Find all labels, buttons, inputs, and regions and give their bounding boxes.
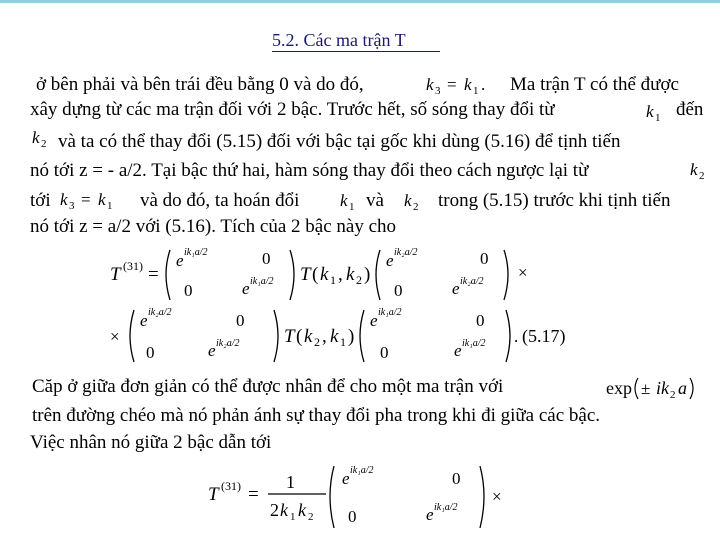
- svg-text:k: k: [426, 75, 434, 94]
- svg-text:0: 0: [262, 249, 271, 268]
- svg-text:ik₁a/2: ik₁a/2: [184, 247, 208, 258]
- svg-text:(31): (31): [123, 259, 143, 273]
- svg-text:k: k: [464, 75, 472, 94]
- equation-final-svg: [202, 458, 512, 534]
- svg-text:k: k: [60, 190, 68, 209]
- para1-line2a: xây dựng từ các ma trận đối với 2 bậc. Trước hết, số sóng thay đổi từ: [30, 99, 555, 120]
- svg-text:k: k: [280, 500, 288, 520]
- svg-text:×: ×: [518, 263, 528, 282]
- para1-line3a: và ta có thể thay đổi (5.15) đối với bậc tại gốc khi dùng (5.16) để tịnh tiến: [58, 131, 621, 152]
- svg-text:2: 2: [670, 389, 676, 401]
- svg-text:exp: exp: [606, 378, 632, 398]
- formula-k2: [688, 156, 714, 187]
- svg-text:e: e: [208, 341, 216, 360]
- para1-line1a: ở bên phải và bên trái đều bằng 0 và do đó,: [36, 74, 364, 95]
- svg-text:2: 2: [356, 273, 362, 287]
- svg-text:0: 0: [146, 343, 155, 362]
- svg-text:k: k: [32, 128, 40, 147]
- svg-text:e: e: [342, 469, 350, 488]
- svg-text:k: k: [98, 190, 106, 209]
- svg-text:1: 1: [286, 472, 295, 492]
- svg-text:=: =: [148, 264, 159, 285]
- svg-text:k: k: [298, 500, 306, 520]
- svg-text:e: e: [140, 311, 148, 330]
- svg-text:1: 1: [340, 335, 346, 349]
- para1-line5c: và: [366, 190, 384, 211]
- section-title: 5.2. Các ma trận T: [272, 30, 406, 50]
- svg-text:1: 1: [330, 273, 336, 287]
- equation-5-17-svg: [104, 242, 594, 367]
- svg-text:e: e: [386, 251, 394, 270]
- svg-text:1: 1: [655, 112, 661, 124]
- formula-k3-eq-k1: [58, 185, 132, 218]
- svg-text:0: 0: [480, 249, 489, 268]
- svg-text:0: 0: [394, 281, 403, 300]
- svg-text:.: .: [514, 327, 519, 346]
- title-underline: [272, 51, 440, 52]
- svg-text:3: 3: [435, 85, 441, 97]
- para2-line3a: Việc nhân nó giữa 2 bậc dẫn tới: [30, 432, 272, 453]
- para2-line1a: Căp ở giữa đơn giản có thể được nhân để cho một ma trận với: [32, 376, 504, 397]
- svg-text:ik₁a/2: ik₁a/2: [434, 502, 458, 513]
- svg-text:T: T: [208, 484, 219, 505]
- svg-text:,: ,: [322, 326, 327, 347]
- svg-text:ik: ik: [656, 378, 669, 398]
- para1-line1b: Ma trận T có thể được: [510, 74, 679, 95]
- svg-text:ik₁a/2: ik₁a/2: [378, 307, 402, 318]
- svg-text:1: 1: [290, 511, 296, 523]
- svg-text:ik₂a/2: ik₂a/2: [216, 338, 240, 349]
- svg-text:0: 0: [184, 281, 193, 300]
- svg-text:2: 2: [413, 201, 419, 213]
- svg-text:=: =: [447, 75, 457, 94]
- svg-text:k: k: [320, 264, 329, 285]
- svg-text:0: 0: [476, 311, 485, 330]
- para1-line5b: và do đó, ta hoán đổi: [140, 190, 300, 211]
- svg-text:ik₂a/2: ik₂a/2: [394, 247, 418, 258]
- svg-text:k: k: [330, 326, 339, 347]
- svg-text:ik₂a/2: ik₂a/2: [148, 307, 172, 318]
- svg-text:0: 0: [380, 343, 389, 362]
- svg-text:e: e: [370, 311, 378, 330]
- svg-text:0: 0: [452, 469, 461, 488]
- top-accent-line: [0, 0, 720, 3]
- svg-text:k: k: [646, 102, 654, 121]
- svg-text:ik₁a/2: ik₁a/2: [250, 276, 274, 287]
- svg-text:k: k: [404, 191, 412, 210]
- svg-text:T: T: [110, 264, 121, 285]
- svg-text:): ): [348, 326, 355, 347]
- svg-text:T: T: [284, 326, 295, 347]
- para1-line6a: nó tới z = a/2 với (5.16). Tích của 2 bậc này cho: [30, 216, 397, 237]
- svg-text:a: a: [678, 378, 687, 398]
- equation-final: [202, 458, 512, 539]
- svg-text:e: e: [426, 505, 434, 524]
- svg-text:=: =: [248, 484, 259, 505]
- formula-k1: [338, 187, 364, 218]
- formula-exp-ik2a: [604, 372, 716, 407]
- formula-k2: [30, 124, 56, 155]
- svg-text:,: ,: [338, 264, 343, 285]
- svg-text:2: 2: [41, 138, 47, 150]
- svg-text:1: 1: [107, 200, 113, 212]
- svg-text:ik₂a/2: ik₂a/2: [460, 276, 484, 287]
- equation-5-17: [104, 242, 594, 372]
- para1-line2b: đến: [676, 99, 704, 120]
- svg-text:k: k: [346, 264, 355, 285]
- svg-text:2: 2: [699, 170, 705, 182]
- svg-text:0: 0: [348, 507, 357, 526]
- svg-text:3: 3: [69, 200, 75, 212]
- svg-text:×: ×: [492, 487, 502, 506]
- svg-text:e: e: [454, 341, 462, 360]
- svg-text:×: ×: [110, 327, 120, 346]
- svg-text:e: e: [176, 251, 184, 270]
- svg-text:2: 2: [308, 511, 314, 523]
- svg-text:(: (: [296, 326, 303, 347]
- svg-text:ik₁a/2: ik₁a/2: [462, 338, 486, 349]
- svg-text:.: .: [481, 75, 486, 94]
- svg-text:2: 2: [270, 500, 279, 520]
- svg-text:k: k: [340, 191, 348, 210]
- svg-text:(: (: [312, 264, 319, 285]
- svg-text:e: e: [242, 279, 250, 298]
- svg-text:1: 1: [349, 201, 355, 213]
- para1-line5d: trong (5.15) trước khi tịnh tiến: [438, 190, 671, 211]
- svg-text:ik₁a/2: ik₁a/2: [350, 465, 374, 476]
- svg-text:0: 0: [236, 311, 245, 330]
- svg-text:(31): (31): [221, 479, 241, 493]
- formula-k1: [644, 98, 670, 129]
- para1-line5a: tới: [30, 190, 51, 211]
- svg-text:k: k: [690, 160, 698, 179]
- svg-text:T: T: [300, 264, 311, 285]
- formula-k2: [402, 187, 428, 218]
- para1-line4a: nó tới z = - a/2. Tại bậc thứ hai, hàm sóng thay đổi theo cách ngược lại từ: [30, 160, 589, 181]
- svg-text:e: e: [452, 279, 460, 298]
- svg-text:1: 1: [473, 85, 479, 97]
- svg-text:=: =: [81, 190, 91, 209]
- svg-text:2: 2: [314, 335, 320, 349]
- svg-text:): ): [364, 264, 371, 285]
- svg-text:±: ±: [641, 379, 651, 398]
- equation-label: (5.17): [522, 326, 566, 346]
- svg-text:k: k: [304, 326, 313, 347]
- para2-line2a: trên đường chéo mà nó phản ánh sự thay đổi pha trong khi đi giữa các bậc.: [32, 405, 601, 426]
